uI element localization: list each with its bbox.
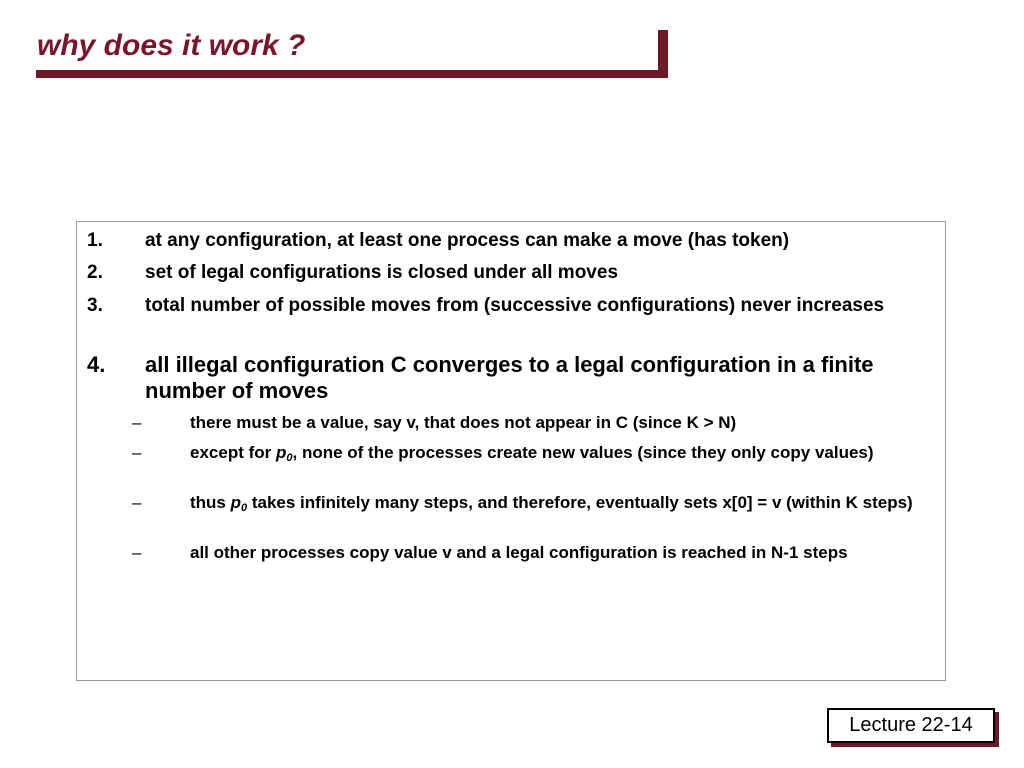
sub-marker: – (132, 543, 142, 562)
slide-title: why does it work ? (37, 29, 306, 62)
var-p: p (275, 443, 287, 462)
list-marker: 4. (87, 352, 106, 377)
var-subscript: 0 (286, 452, 293, 464)
sub-text (190, 442, 930, 469)
list-marker: 2. (87, 262, 103, 283)
sub-text (190, 492, 930, 519)
list-text: set of legal configurations is closed under all moves (145, 262, 619, 283)
list-text: all illegal configuration C converges to a legal configuration in a finite number of moves (145, 352, 874, 403)
sub-marker: – (132, 443, 142, 462)
sub-text-post: , none of the processes create new values (since they only copy values) (292, 443, 874, 462)
sub-text: all other processes copy value v and a legal configuration is reached in N-1 steps (190, 543, 848, 562)
title-bar (30, 24, 666, 76)
list-text: at any configuration, at least one process can make a move (has token) (145, 230, 790, 251)
list-text: total number of possible moves from (successive configurations) never increases (145, 295, 885, 316)
sub-marker: – (132, 413, 142, 432)
content-box (76, 221, 946, 681)
sub-marker: – (132, 493, 142, 512)
sub-text-post: takes infinitely many steps, and therefore, eventually sets x[0] = v (within K steps) (247, 493, 913, 512)
sub-text: there must be a value, say v, that does not appear in C (since K > N) (190, 413, 737, 432)
list-marker: 1. (87, 230, 103, 251)
sub-text-pre: except for (190, 443, 276, 462)
var-subscript: 0 (241, 502, 248, 514)
lecture-label: Lecture 22-14 (827, 708, 995, 743)
var-p: p (230, 493, 241, 512)
list-marker: 3. (87, 295, 103, 316)
title-box (30, 24, 658, 70)
sub-text-pre: thus (190, 493, 231, 512)
